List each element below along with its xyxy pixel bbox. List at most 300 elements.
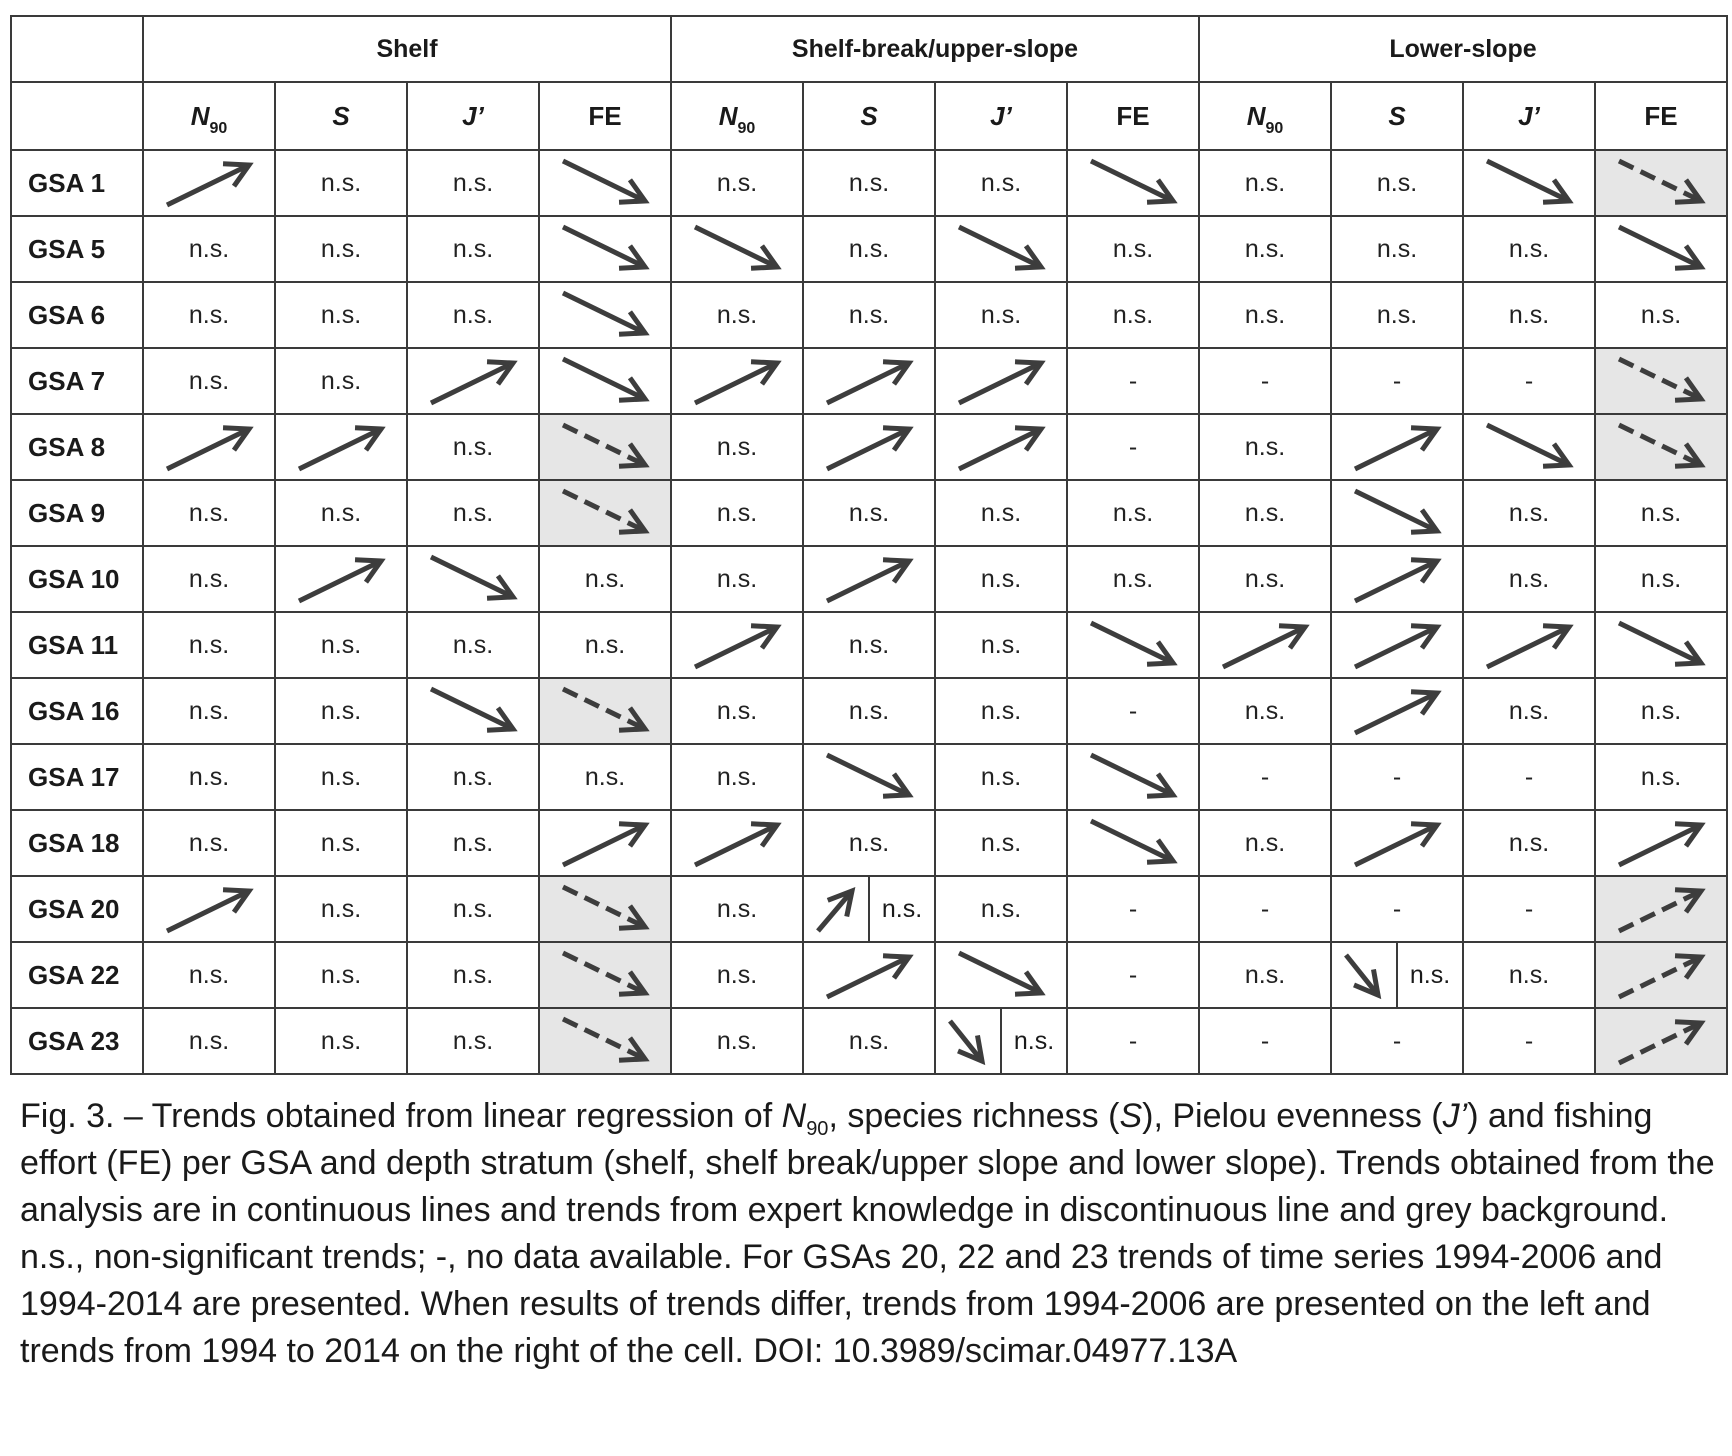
no-data-cell: -	[1067, 876, 1199, 942]
table-row	[11, 480, 1727, 546]
row-label: GSA 7	[11, 348, 143, 414]
no-data-cell: -	[1463, 876, 1595, 942]
metric-header	[1331, 82, 1463, 150]
arrow-head	[1675, 890, 1701, 912]
trend-cell	[1595, 612, 1727, 678]
table-row	[11, 216, 1727, 282]
trend-down-arrow-icon	[555, 285, 655, 345]
ns-cell: n.s.	[671, 480, 803, 546]
no-data-cell: -	[1067, 414, 1199, 480]
trend-up-arrow-icon	[1215, 615, 1315, 675]
ns-cell: n.s.	[539, 546, 671, 612]
row-label: GSA 22	[11, 942, 143, 1008]
expert-trend-cell	[539, 480, 671, 546]
ns-cell: n.s.	[935, 678, 1067, 744]
trend-cell	[275, 546, 407, 612]
ns-cell: n.s.	[803, 216, 935, 282]
trend-down-arrow-icon	[555, 153, 655, 213]
trend-up-arrow-icon	[819, 549, 919, 609]
trend-down-arrow-icon	[555, 483, 655, 543]
expert-trend-cell	[1595, 414, 1727, 480]
ns-cell: n.s.	[1067, 480, 1199, 546]
trend-cell	[1199, 612, 1331, 678]
ns-cell: n.s.	[1199, 678, 1331, 744]
trend-down-arrow-icon	[1083, 615, 1183, 675]
expert-trend-cell	[1595, 1008, 1727, 1074]
trend-cell	[275, 414, 407, 480]
ns-cell: n.s.	[275, 216, 407, 282]
split-trend-cell	[935, 1008, 1067, 1074]
ns-cell: n.s.	[1331, 282, 1463, 348]
metric-label: N	[1246, 100, 1266, 131]
trend-down-arrow-icon	[1611, 615, 1711, 675]
trend-cell	[935, 348, 1067, 414]
caption-j: J’	[1442, 1097, 1468, 1135]
split-trend-cell	[1331, 942, 1463, 1008]
trend-cell	[1331, 480, 1463, 546]
trend-down-arrow-icon	[1083, 813, 1183, 873]
no-data-cell: -	[1067, 348, 1199, 414]
trend-down-arrow-icon	[555, 945, 655, 1005]
trend-cell	[407, 546, 539, 612]
trend-up-arrow-icon	[1347, 615, 1447, 675]
trend-down-arrow-icon	[555, 879, 655, 939]
metric-label: J’	[462, 100, 484, 131]
ns-label: n.s.	[1013, 1026, 1055, 1055]
expert-trend-cell	[539, 414, 671, 480]
trend-down-arrow-icon	[555, 351, 655, 411]
table-row	[11, 282, 1727, 348]
ns-cell: n.s.	[1463, 810, 1595, 876]
trend-cell	[671, 810, 803, 876]
metric-header	[143, 82, 275, 150]
ns-cell: n.s.	[143, 612, 275, 678]
row-label: GSA 20	[11, 876, 143, 942]
ns-cell: n.s.	[935, 612, 1067, 678]
no-data-cell: -	[1331, 744, 1463, 810]
trend-cell	[1331, 810, 1463, 876]
metric-header	[275, 82, 407, 150]
ns-cell: n.s.	[1463, 480, 1595, 546]
no-data-cell: -	[1067, 678, 1199, 744]
trend-cell	[935, 216, 1067, 282]
trend-up-arrow-icon	[808, 879, 864, 939]
trend-up-arrow-icon	[1611, 1011, 1711, 1071]
ns-cell: n.s.	[275, 876, 407, 942]
ns-cell: n.s.	[803, 612, 935, 678]
ns-cell: n.s.	[275, 810, 407, 876]
ns-cell: n.s.	[803, 1008, 935, 1074]
ns-cell: n.s.	[1199, 480, 1331, 546]
expert-trend-cell	[539, 1008, 671, 1074]
ns-cell: n.s.	[539, 744, 671, 810]
ns-cell: n.s.	[671, 150, 803, 216]
caption-n-sub: 90	[806, 1118, 829, 1140]
caption-mid2: ), Pielou evenness (	[1142, 1097, 1443, 1135]
caption-mid1: , species richness (	[828, 1097, 1120, 1135]
ns-cell: n.s.	[407, 810, 539, 876]
ns-cell: n.s.	[1067, 282, 1199, 348]
metric-header	[539, 82, 671, 150]
trend-up-arrow-icon	[159, 153, 259, 213]
trend-up-arrow-icon	[1347, 681, 1447, 741]
table-row	[11, 348, 1727, 414]
trend-down-arrow-icon	[951, 219, 1051, 279]
metric-label: N	[190, 100, 210, 131]
figure-caption	[20, 1093, 1720, 1375]
ns-cell: n.s.	[143, 678, 275, 744]
trend-cell	[935, 942, 1067, 1008]
trend-up-arrow-icon	[1611, 813, 1711, 873]
ns-cell: n.s.	[1331, 150, 1463, 216]
ns-cell: n.s.	[275, 678, 407, 744]
ns-cell: n.s.	[143, 744, 275, 810]
trend-down-arrow-icon	[423, 549, 523, 609]
ns-cell: n.s.	[935, 480, 1067, 546]
no-data-cell: -	[1331, 1008, 1463, 1074]
ns-cell: n.s.	[671, 546, 803, 612]
ns-cell: n.s.	[407, 942, 539, 1008]
ns-cell: n.s.	[407, 282, 539, 348]
ns-cell: n.s.	[1463, 942, 1595, 1008]
no-data-cell: -	[1199, 744, 1331, 810]
metric-header	[935, 82, 1067, 150]
trend-cell	[803, 942, 935, 1008]
ns-cell: n.s.	[1199, 150, 1331, 216]
ns-cell: n.s.	[1463, 216, 1595, 282]
metric-header-row	[11, 82, 1727, 150]
arrow-head	[619, 708, 645, 730]
ns-cell: n.s.	[1595, 480, 1727, 546]
table-row	[11, 942, 1727, 1008]
trend-cell	[1067, 150, 1199, 216]
trend-down-arrow-icon	[1479, 417, 1579, 477]
trend-up-arrow-icon	[291, 417, 391, 477]
ns-cell: n.s.	[935, 744, 1067, 810]
ns-cell: n.s.	[1595, 282, 1727, 348]
metric-header	[1463, 82, 1595, 150]
ns-cell: n.s.	[275, 150, 407, 216]
arrow-head	[619, 1038, 645, 1060]
trend-cell	[1331, 546, 1463, 612]
trend-down-arrow-icon	[1611, 153, 1711, 213]
trend-cell	[143, 876, 275, 942]
ns-cell: n.s.	[407, 414, 539, 480]
ns-cell: n.s.	[803, 678, 935, 744]
group-header-row	[11, 16, 1727, 82]
metric-label: S	[860, 100, 878, 131]
table-row	[11, 678, 1727, 744]
trend-cell	[407, 348, 539, 414]
trend-cell	[1463, 612, 1595, 678]
split-trend-cell	[803, 876, 935, 942]
group-header-lower-slope: Lower-slope	[1199, 16, 1727, 82]
no-data-cell: -	[1463, 744, 1595, 810]
trend-cell	[1595, 810, 1727, 876]
table-row	[11, 150, 1727, 216]
expert-trend-cell	[1595, 876, 1727, 942]
ns-cell: n.s.	[671, 414, 803, 480]
ns-cell: n.s.	[1463, 282, 1595, 348]
ns-cell: n.s.	[671, 876, 803, 942]
ns-cell: n.s.	[803, 810, 935, 876]
table-row	[11, 546, 1727, 612]
row-label: GSA 10	[11, 546, 143, 612]
ns-label: n.s.	[881, 894, 923, 923]
ns-cell: n.s.	[1463, 678, 1595, 744]
ns-cell: n.s.	[143, 942, 275, 1008]
ns-cell: n.s.	[143, 216, 275, 282]
row-label: GSA 1	[11, 150, 143, 216]
trend-cell	[1595, 216, 1727, 282]
trend-down-arrow-icon	[1611, 351, 1711, 411]
trend-down-arrow-icon	[423, 681, 523, 741]
ns-cell: n.s.	[407, 744, 539, 810]
row-label: GSA 8	[11, 414, 143, 480]
trend-up-arrow-icon	[687, 813, 787, 873]
trend-down-arrow-icon	[1083, 153, 1183, 213]
ns-cell: n.s.	[1199, 216, 1331, 282]
ns-cell: n.s.	[671, 744, 803, 810]
trend-down-arrow-icon	[1083, 747, 1183, 807]
trend-cell	[539, 282, 671, 348]
caption-s: S	[1119, 1097, 1143, 1135]
ns-cell: n.s.	[407, 612, 539, 678]
ns-cell: n.s.	[407, 216, 539, 282]
ns-cell: n.s.	[143, 810, 275, 876]
trend-cell	[1331, 414, 1463, 480]
table-row	[11, 612, 1727, 678]
trend-up-arrow-icon	[159, 417, 259, 477]
ns-cell: n.s.	[539, 612, 671, 678]
trend-cell	[539, 810, 671, 876]
corner-cell	[11, 16, 143, 82]
ns-cell: n.s.	[1199, 282, 1331, 348]
trend-cell	[1331, 612, 1463, 678]
arrow-head	[1675, 378, 1701, 400]
metric-header	[1067, 82, 1199, 150]
ns-cell: n.s.	[935, 546, 1067, 612]
trend-cell	[671, 612, 803, 678]
trend-up-arrow-icon	[687, 351, 787, 411]
ns-cell: n.s.	[407, 1008, 539, 1074]
trend-down-arrow-icon	[555, 681, 655, 741]
ns-cell: n.s.	[275, 744, 407, 810]
trend-up-arrow-icon	[819, 945, 919, 1005]
trend-up-arrow-icon	[555, 813, 655, 873]
trend-down-arrow-icon	[940, 1011, 996, 1071]
ns-cell: n.s.	[275, 612, 407, 678]
metric-header	[407, 82, 539, 150]
trend-down-arrow-icon	[1347, 483, 1447, 543]
table-row	[11, 414, 1727, 480]
trend-cell	[1463, 414, 1595, 480]
row-label: GSA 17	[11, 744, 143, 810]
ns-cell: n.s.	[1199, 942, 1331, 1008]
ns-cell: n.s.	[143, 480, 275, 546]
ns-cell: n.s.	[143, 546, 275, 612]
trend-down-arrow-icon	[555, 1011, 655, 1071]
expert-trend-cell	[1595, 150, 1727, 216]
expert-trend-cell	[539, 678, 671, 744]
metric-label: S	[332, 100, 350, 131]
no-data-cell: -	[1199, 348, 1331, 414]
ns-cell: n.s.	[671, 282, 803, 348]
trend-cell	[539, 150, 671, 216]
table-row	[11, 810, 1727, 876]
trend-down-arrow-icon	[1611, 417, 1711, 477]
trend-cell	[1331, 678, 1463, 744]
trend-cell	[143, 150, 275, 216]
ns-cell: n.s.	[1199, 810, 1331, 876]
ns-cell: n.s.	[407, 876, 539, 942]
table-row	[11, 1008, 1727, 1074]
trend-cell	[143, 414, 275, 480]
trend-cell	[407, 678, 539, 744]
metric-header	[671, 82, 803, 150]
trend-cell	[1067, 810, 1199, 876]
metric-label: J’	[1518, 100, 1540, 131]
trend-down-arrow-icon	[555, 219, 655, 279]
metric-subscript: 90	[209, 119, 228, 137]
expert-trend-cell	[539, 942, 671, 1008]
ns-cell: n.s.	[275, 348, 407, 414]
metric-subscript: 90	[737, 119, 756, 137]
trend-up-arrow-icon	[1479, 615, 1579, 675]
trend-up-arrow-icon	[1347, 417, 1447, 477]
group-header-shelf: Shelf	[143, 16, 671, 82]
ns-cell: n.s.	[803, 282, 935, 348]
arrow-head	[619, 510, 645, 532]
metric-subscript: 90	[1265, 119, 1284, 137]
table-row	[11, 876, 1727, 942]
group-header-upper-slope: Shelf-break/upper-slope	[671, 16, 1199, 82]
ns-cell: n.s.	[803, 480, 935, 546]
trend-cell	[803, 414, 935, 480]
trend-up-arrow-icon	[1347, 813, 1447, 873]
metric-label: FE	[588, 100, 622, 131]
ns-cell: n.s.	[275, 942, 407, 1008]
metric-label: J’	[990, 100, 1012, 131]
trend-down-arrow-icon	[687, 219, 787, 279]
no-data-cell: -	[1199, 1008, 1331, 1074]
ns-cell: n.s.	[671, 678, 803, 744]
metric-label: FE	[1644, 100, 1678, 131]
trend-up-arrow-icon	[1611, 945, 1711, 1005]
ns-cell: n.s.	[1595, 546, 1727, 612]
arrow-head	[1675, 1022, 1701, 1044]
trend-up-arrow-icon	[423, 351, 523, 411]
trend-cell	[539, 216, 671, 282]
ns-cell: n.s.	[1199, 546, 1331, 612]
ns-cell: n.s.	[143, 282, 275, 348]
ns-cell: n.s.	[407, 480, 539, 546]
no-data-cell: -	[1463, 1008, 1595, 1074]
trend-up-arrow-icon	[291, 549, 391, 609]
trend-up-arrow-icon	[1347, 549, 1447, 609]
trend-cell	[671, 348, 803, 414]
arrow-head	[619, 444, 645, 466]
row-label: GSA 5	[11, 216, 143, 282]
trend-up-arrow-icon	[819, 351, 919, 411]
metric-header	[1199, 82, 1331, 150]
ns-cell: n.s.	[1331, 216, 1463, 282]
trend-cell	[1463, 150, 1595, 216]
trend-cell	[935, 414, 1067, 480]
trend-cell	[803, 546, 935, 612]
trend-down-arrow-icon	[555, 417, 655, 477]
trend-cell	[1067, 612, 1199, 678]
arrow-head	[1675, 180, 1701, 202]
metric-label: N	[718, 100, 738, 131]
row-label: GSA 6	[11, 282, 143, 348]
ns-cell: n.s.	[935, 876, 1067, 942]
trend-up-arrow-icon	[951, 351, 1051, 411]
row-label: GSA 23	[11, 1008, 143, 1074]
expert-trend-cell	[539, 876, 671, 942]
expert-trend-cell	[1595, 942, 1727, 1008]
trend-down-arrow-icon	[819, 747, 919, 807]
table-body	[11, 150, 1727, 1074]
ns-cell: n.s.	[671, 942, 803, 1008]
no-data-cell: -	[1331, 348, 1463, 414]
trend-down-arrow-icon	[1479, 153, 1579, 213]
ns-cell: n.s.	[803, 150, 935, 216]
row-label: GSA 16	[11, 678, 143, 744]
trend-up-arrow-icon	[159, 879, 259, 939]
trend-cell	[671, 216, 803, 282]
trend-cell	[1067, 744, 1199, 810]
ns-cell: n.s.	[935, 150, 1067, 216]
no-data-cell: -	[1199, 876, 1331, 942]
trend-up-arrow-icon	[951, 417, 1051, 477]
row-label: GSA 11	[11, 612, 143, 678]
no-data-cell: -	[1067, 1008, 1199, 1074]
no-data-cell: -	[1067, 942, 1199, 1008]
trend-up-arrow-icon	[1611, 879, 1711, 939]
row-label: GSA 18	[11, 810, 143, 876]
metric-header	[1595, 82, 1727, 150]
ns-cell: n.s.	[671, 1008, 803, 1074]
caption-n: N	[781, 1097, 807, 1135]
ns-label: n.s.	[1409, 960, 1451, 989]
trend-up-arrow-icon	[819, 417, 919, 477]
metric-label: S	[1388, 100, 1406, 131]
arrow-head	[619, 906, 645, 928]
no-data-cell: -	[1331, 876, 1463, 942]
trend-down-arrow-icon	[1336, 945, 1392, 1005]
no-data-cell: -	[1463, 348, 1595, 414]
table-row	[11, 744, 1727, 810]
ns-cell: n.s.	[1595, 678, 1727, 744]
ns-cell: n.s.	[407, 150, 539, 216]
caption-rest: ) and fishing effort (FE) per GSA and depth stratum (shelf, shelf break/upper slope and lower slope). Trends obtained from the analysis are in continuous lines and trends from expert knowledge in discontinuous line and grey background. n.s., non-significant trends; -, no data available. For GSAs 20, 22 and 23 trends of time series 1994-2006 and 1994-2014 are presented. When results of trends differ, trends from 1994-2006 are presented on the left and trends from 1994 to 2014 on the right of the cell. DOI: 10.3989/scimar.04977.13A	[20, 1097, 1715, 1370]
arrow-head	[1675, 444, 1701, 466]
row-label: GSA 9	[11, 480, 143, 546]
metric-label: FE	[1116, 100, 1150, 131]
ns-cell: n.s.	[275, 1008, 407, 1074]
trend-cell	[803, 348, 935, 414]
ns-cell: n.s.	[1067, 546, 1199, 612]
caption-prefix: Fig. 3. – Trends obtained from linear regression of	[20, 1097, 782, 1135]
ns-cell: n.s.	[275, 282, 407, 348]
expert-trend-cell	[1595, 348, 1727, 414]
trend-down-arrow-icon	[1611, 219, 1711, 279]
trend-down-arrow-icon	[951, 945, 1051, 1005]
ns-cell: n.s.	[935, 282, 1067, 348]
arrow-head	[1675, 956, 1701, 978]
trend-cell	[803, 744, 935, 810]
